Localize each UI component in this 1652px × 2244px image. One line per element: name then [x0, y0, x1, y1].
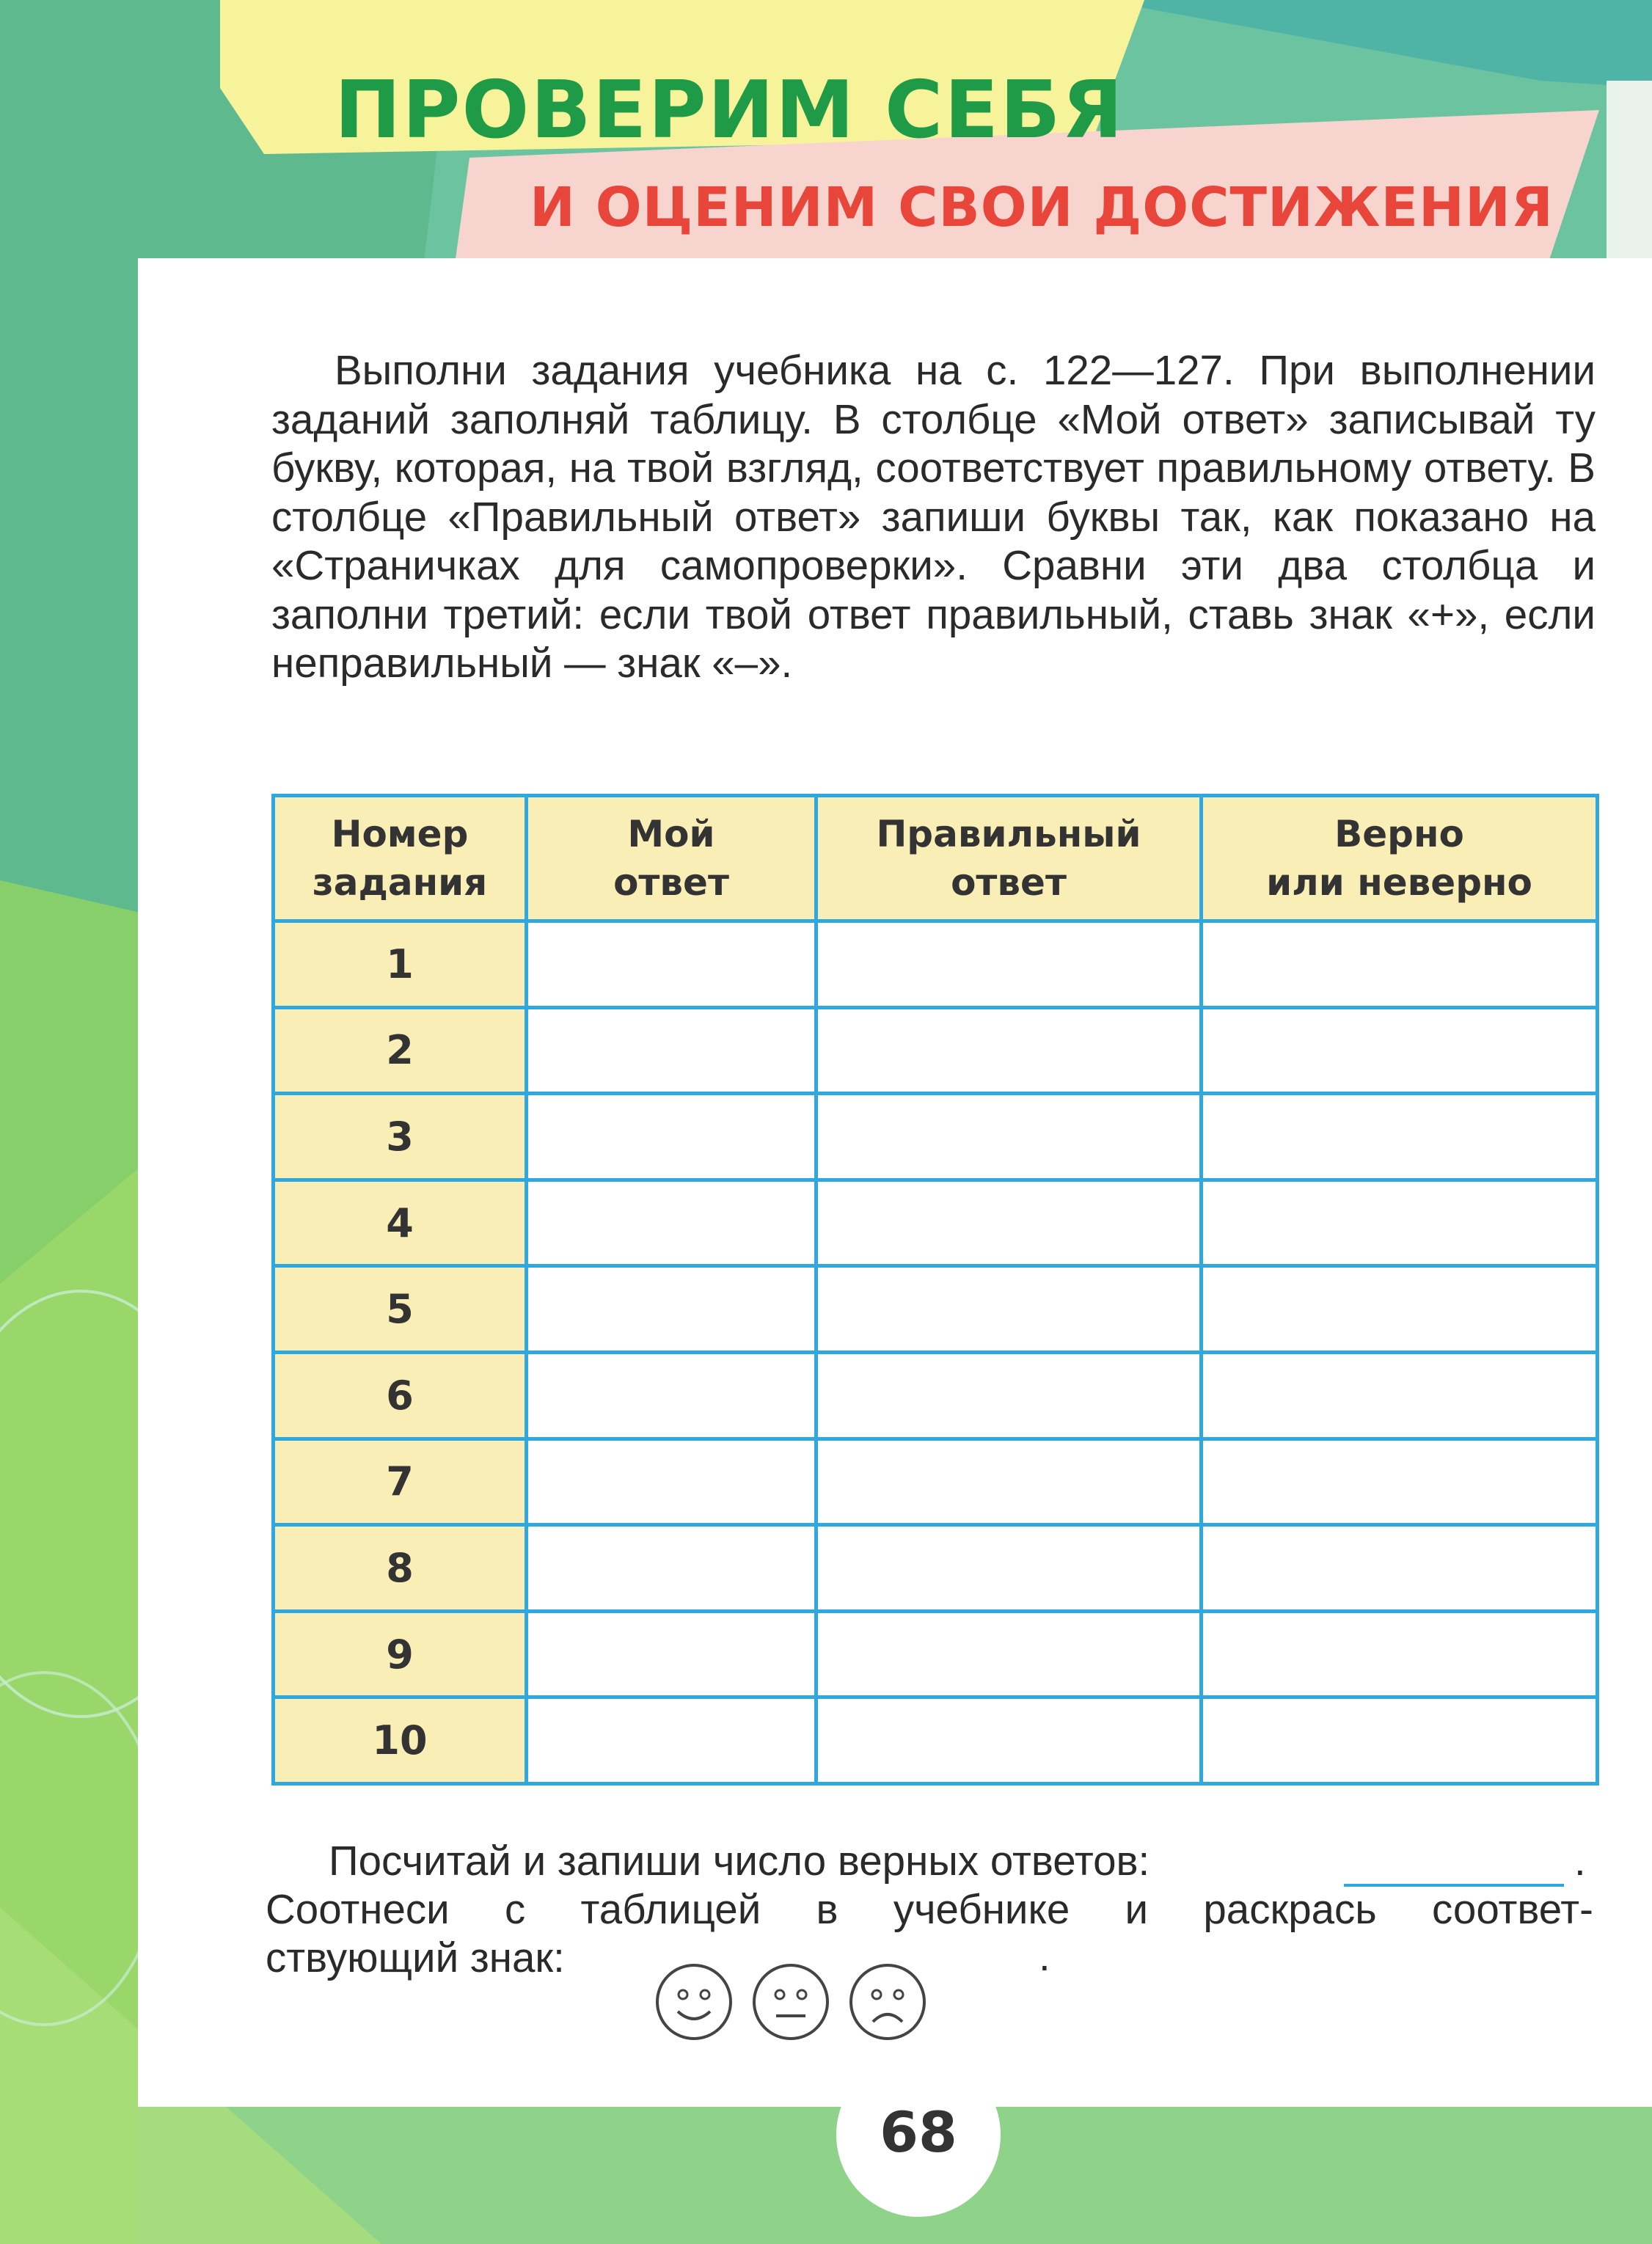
- sad-face-icon[interactable]: [851, 1965, 924, 2039]
- task-number-cell: 9: [274, 1611, 527, 1697]
- task-number-cell: 8: [274, 1525, 527, 1612]
- table-row: [274, 921, 1598, 1008]
- correct-answer-cell[interactable]: [816, 921, 1202, 1008]
- header-my-answer: Мой ответ: [527, 796, 816, 921]
- verdict-cell[interactable]: [1202, 1697, 1598, 1784]
- verdict-cell[interactable]: [1202, 1352, 1598, 1439]
- smile-face-icon[interactable]: [657, 1965, 731, 2039]
- header-task-number: Номер задания: [274, 796, 527, 921]
- table-row: [274, 1352, 1598, 1439]
- footer-line-2: Соотнеси с таблицей в учебнике и раскрась соответ-: [266, 1886, 1593, 1932]
- instructions-text: Выполни задания учебника на с. 122—127. При выполнении заданий заполняй таблицу. В столбце «Мой ответ» записывай ту букву, которая, на твой взгляд, соответствует правильному ответу. В столбце «Правильный ответ» запиши буквы так, как показано на «Страничках для самопроверки». Сравни эти два столбца и заполни третий: если твой ответ правильный, ставь знак «+», если неправильный — знак «–».: [271, 347, 1596, 686]
- correct-answer-cell[interactable]: [816, 1439, 1202, 1525]
- correct-answer-cell[interactable]: [816, 1007, 1202, 1094]
- correct-answer-cell[interactable]: [816, 1266, 1202, 1353]
- my-answer-cell[interactable]: [527, 1266, 816, 1353]
- table-row: [274, 1007, 1598, 1094]
- my-answer-cell[interactable]: [527, 1525, 816, 1612]
- table-row: [274, 1439, 1598, 1525]
- correct-answer-cell[interactable]: [816, 1611, 1202, 1697]
- verdict-cell[interactable]: [1202, 1439, 1598, 1525]
- page-subtitle: И ОЦЕНИМ СВОИ ДОСТИЖЕНИЯ: [530, 176, 1554, 239]
- footer-line-1-end: .: [1574, 1838, 1586, 1884]
- task-number-cell: 5: [274, 1266, 527, 1353]
- my-answer-cell[interactable]: [527, 1611, 816, 1697]
- task-number-cell: 4: [274, 1180, 527, 1266]
- footer-line-3: ствующий знак:: [266, 1934, 565, 1981]
- verdict-cell[interactable]: [1202, 921, 1598, 1008]
- task-number-cell: 10: [274, 1697, 527, 1784]
- task-number-cell: 3: [274, 1094, 527, 1180]
- correct-answer-cell[interactable]: [816, 1697, 1202, 1784]
- verdict-cell[interactable]: [1202, 1007, 1598, 1094]
- my-answer-cell[interactable]: [527, 1180, 816, 1266]
- table-row: [274, 1697, 1598, 1784]
- verdict-cell[interactable]: [1202, 1094, 1598, 1180]
- answers-table: [271, 794, 1599, 1786]
- my-answer-cell[interactable]: [527, 1439, 816, 1525]
- verdict-cell[interactable]: [1202, 1611, 1598, 1697]
- verdict-cell[interactable]: [1202, 1266, 1598, 1353]
- correct-answer-cell[interactable]: [816, 1525, 1202, 1612]
- table-row: [274, 1094, 1598, 1180]
- verdict-cell[interactable]: [1202, 1180, 1598, 1266]
- my-answer-cell[interactable]: [527, 1697, 816, 1784]
- page-title: ПРОВЕРИМ СЕБЯ: [335, 65, 1125, 156]
- my-answer-cell[interactable]: [527, 1007, 816, 1094]
- task-number-cell: 2: [274, 1007, 527, 1094]
- my-answer-cell[interactable]: [527, 1352, 816, 1439]
- correct-answer-cell[interactable]: [816, 1094, 1202, 1180]
- table-header-row: [274, 796, 1598, 921]
- footer-line-3-end: .: [1039, 1933, 1050, 1979]
- my-answer-cell[interactable]: [527, 921, 816, 1008]
- correct-answer-cell[interactable]: [816, 1352, 1202, 1439]
- smileys-group: [650, 1954, 943, 2050]
- task-number-cell: 7: [274, 1439, 527, 1525]
- header-right-or-wrong: Верно или неверно: [1202, 796, 1598, 921]
- table-row: [274, 1266, 1598, 1353]
- table-row: [274, 1180, 1598, 1266]
- neutral-face-icon[interactable]: [754, 1965, 827, 2039]
- task-number-cell: 1: [274, 921, 527, 1008]
- table-row: [274, 1525, 1598, 1612]
- task-number-cell: 6: [274, 1352, 527, 1439]
- page-number: 68: [880, 2099, 957, 2165]
- footer-line-1: Посчитай и запиши число верных ответов:: [329, 1838, 1150, 1884]
- header-correct-answer: Правильный ответ: [816, 796, 1202, 921]
- my-answer-cell[interactable]: [527, 1094, 816, 1180]
- table-row: [274, 1611, 1598, 1697]
- verdict-cell[interactable]: [1202, 1525, 1598, 1612]
- correct-answer-cell[interactable]: [816, 1180, 1202, 1266]
